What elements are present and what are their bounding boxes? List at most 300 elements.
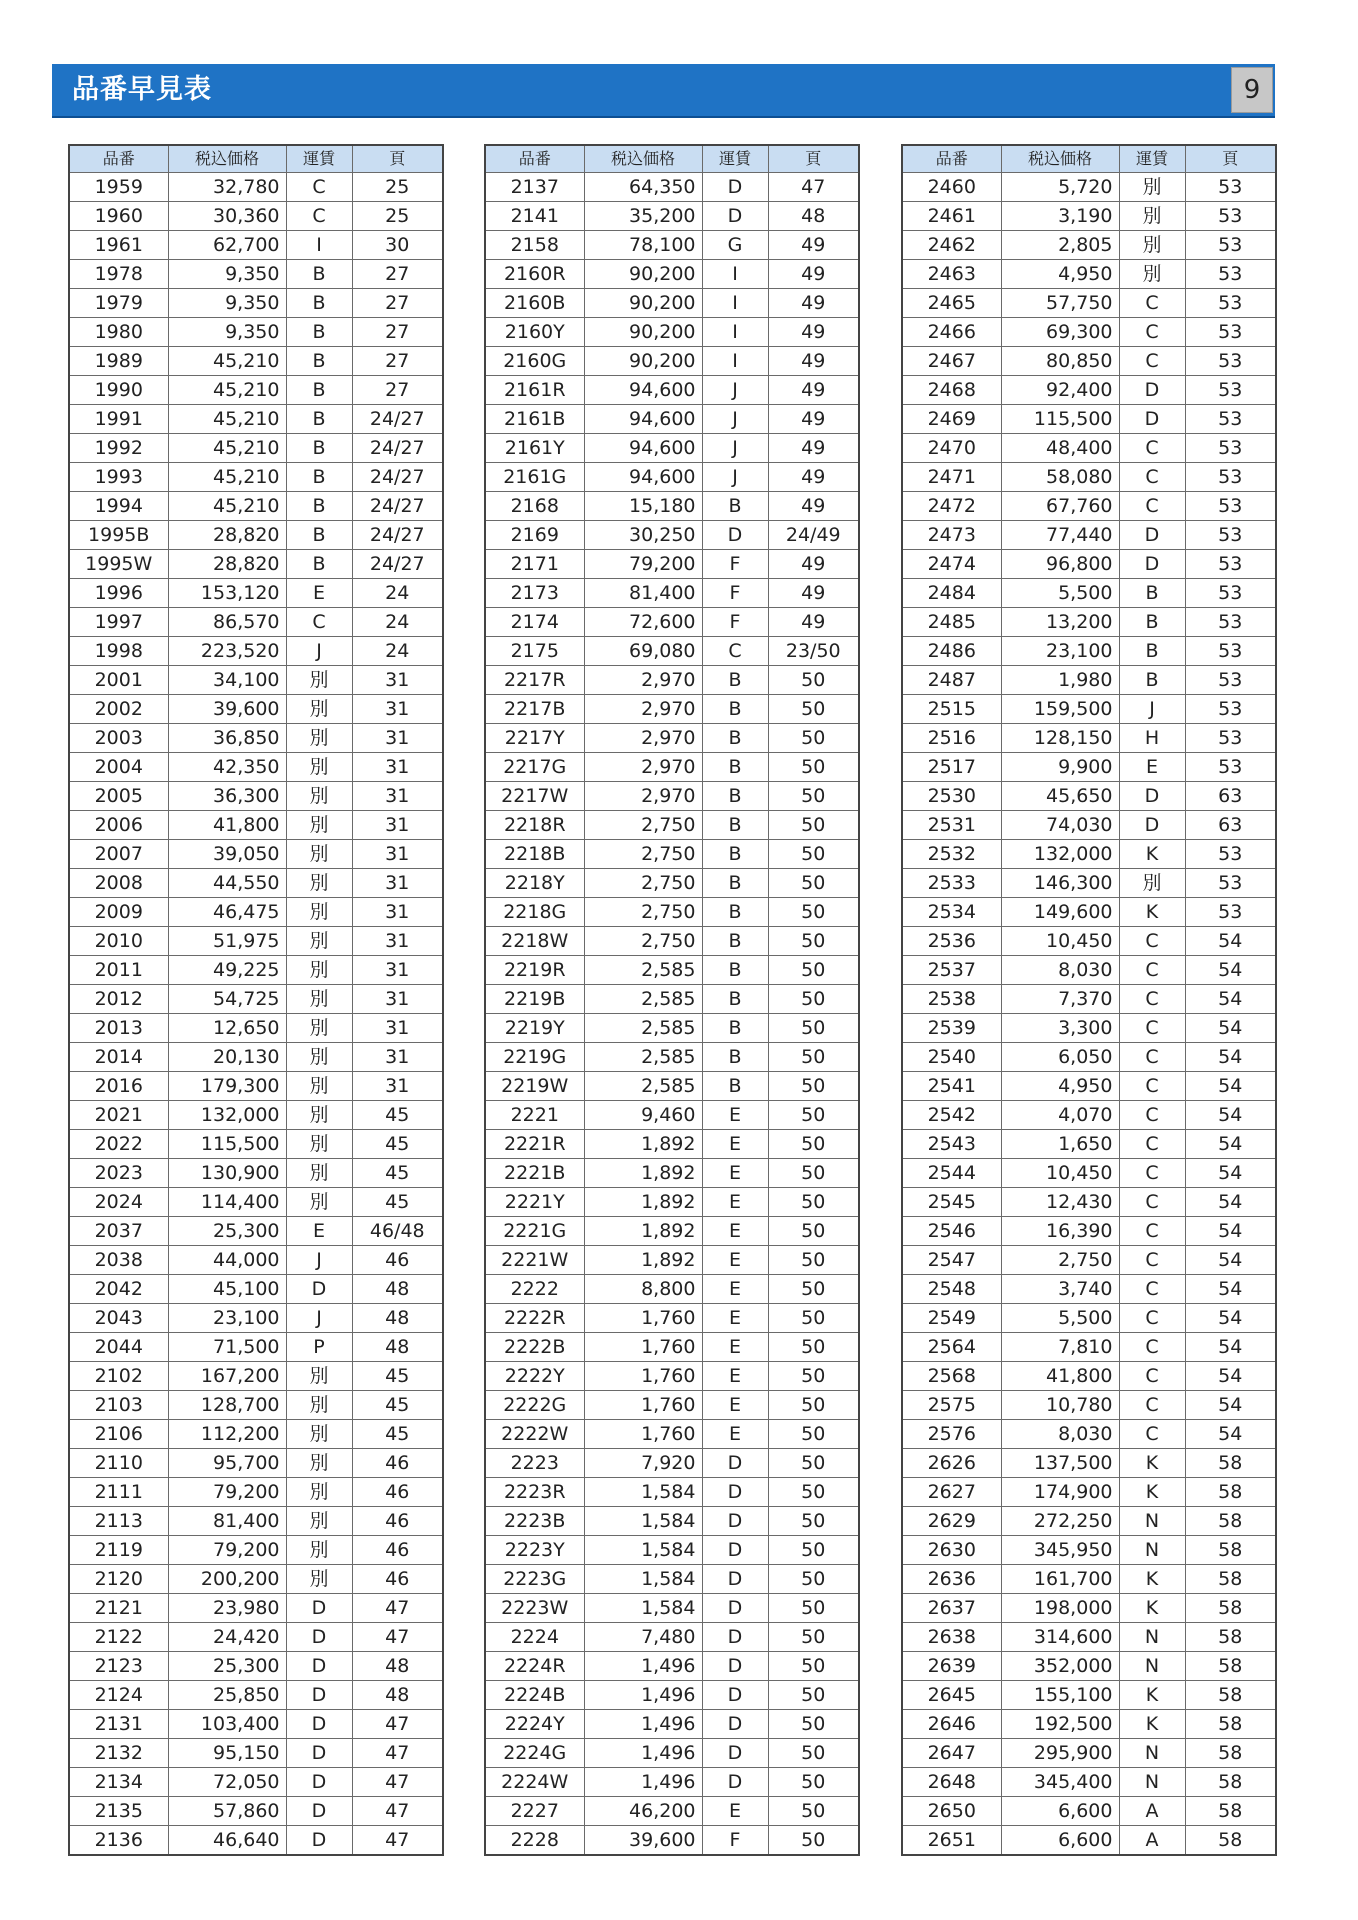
page-cell: 58: [1185, 1594, 1276, 1623]
table-row: [69, 1507, 443, 1536]
item-number-cell: 2227: [485, 1797, 584, 1826]
item-number-cell: 2467: [902, 347, 1001, 376]
price-cell: 45,100: [168, 1275, 286, 1304]
table-row: [485, 463, 859, 492]
freight-cell: 別: [286, 1565, 352, 1594]
price-cell: 81,400: [584, 579, 702, 608]
item-number-cell: 2564: [902, 1333, 1001, 1362]
item-number-cell: 2219Y: [485, 1014, 584, 1043]
page-cell: 30: [352, 231, 443, 260]
page-cell: 45: [352, 1391, 443, 1420]
freight-cell: K: [1119, 1594, 1185, 1623]
item-number-cell: 2219G: [485, 1043, 584, 1072]
page-cell: 53: [1185, 347, 1276, 376]
table-row: [485, 1159, 859, 1188]
price-cell: 46,475: [168, 898, 286, 927]
price-cell: 2,970: [584, 724, 702, 753]
page-cell: 50: [768, 1391, 859, 1420]
freight-cell: E: [702, 1362, 768, 1391]
page-cell: 48: [768, 202, 859, 231]
freight-cell: D: [702, 1478, 768, 1507]
item-number-cell: 2486: [902, 637, 1001, 666]
price-cell: 69,300: [1001, 318, 1119, 347]
price-cell: 81,400: [168, 1507, 286, 1536]
price-cell: 79,200: [168, 1478, 286, 1507]
price-cell: 2,750: [584, 927, 702, 956]
page-cell: 53: [1185, 579, 1276, 608]
price-table: [68, 144, 444, 1856]
page-cell: 49: [768, 376, 859, 405]
item-number-cell: 2468: [902, 376, 1001, 405]
item-number-cell: 2007: [69, 840, 168, 869]
table-row: [485, 724, 859, 753]
freight-cell: D: [702, 1623, 768, 1652]
page-cell: 47: [352, 1768, 443, 1797]
price-cell: 161,700: [1001, 1565, 1119, 1594]
price-cell: 345,950: [1001, 1536, 1119, 1565]
price-cell: 20,130: [168, 1043, 286, 1072]
item-number-cell: 2576: [902, 1420, 1001, 1449]
page-cell: 50: [768, 1188, 859, 1217]
table-row: [485, 1797, 859, 1826]
price-table-block-1: [68, 144, 442, 1856]
table-row: [69, 1536, 443, 1565]
price-cell: 44,550: [168, 869, 286, 898]
item-number-cell: 2224Y: [485, 1710, 584, 1739]
table-row: [902, 869, 1276, 898]
page-cell: 31: [352, 869, 443, 898]
table-row: [902, 1565, 1276, 1594]
freight-cell: 別: [286, 898, 352, 927]
table-row: [902, 347, 1276, 376]
item-number-cell: 2124: [69, 1681, 168, 1710]
price-cell: 79,200: [168, 1536, 286, 1565]
price-cell: 41,800: [1001, 1362, 1119, 1391]
page-cell: 50: [768, 1565, 859, 1594]
table-row: [902, 1652, 1276, 1681]
page-cell: 46: [352, 1507, 443, 1536]
freight-cell: D: [1119, 782, 1185, 811]
price-cell: 1,584: [584, 1507, 702, 1536]
item-number-cell: 2160B: [485, 289, 584, 318]
price-cell: 45,210: [168, 463, 286, 492]
item-number-cell: 2645: [902, 1681, 1001, 1710]
page-cell: 50: [768, 1507, 859, 1536]
freight-cell: 別: [1119, 173, 1185, 202]
price-cell: 8,030: [1001, 956, 1119, 985]
item-number-cell: 2160Y: [485, 318, 584, 347]
item-number-cell: 2647: [902, 1739, 1001, 1768]
table-row: [902, 1420, 1276, 1449]
freight-cell: B: [286, 260, 352, 289]
price-cell: 1,496: [584, 1768, 702, 1797]
item-number-cell: 2532: [902, 840, 1001, 869]
freight-cell: D: [286, 1710, 352, 1739]
table-row: [485, 434, 859, 463]
freight-cell: D: [286, 1739, 352, 1768]
item-number-cell: 1980: [69, 318, 168, 347]
table-row: [485, 1478, 859, 1507]
page-cell: 45: [352, 1188, 443, 1217]
price-cell: 57,750: [1001, 289, 1119, 318]
header-item-number: 品番: [69, 145, 168, 173]
price-cell: 96,800: [1001, 550, 1119, 579]
page-cell: 25: [352, 202, 443, 231]
item-number-cell: 2005: [69, 782, 168, 811]
freight-cell: D: [702, 1507, 768, 1536]
price-cell: 132,000: [1001, 840, 1119, 869]
price-cell: 223,520: [168, 637, 286, 666]
header-freight: 運賃: [286, 145, 352, 173]
price-cell: 9,350: [168, 289, 286, 318]
item-number-cell: 2106: [69, 1420, 168, 1449]
freight-cell: 別: [1119, 202, 1185, 231]
table-row: [485, 550, 859, 579]
table-row: [902, 1739, 1276, 1768]
item-number-cell: 2219W: [485, 1072, 584, 1101]
item-number-cell: 2627: [902, 1478, 1001, 1507]
page-cell: 53: [1185, 666, 1276, 695]
page-cell: 24: [352, 637, 443, 666]
item-number-cell: 2517: [902, 753, 1001, 782]
price-cell: 2,750: [584, 869, 702, 898]
price-cell: 45,210: [168, 492, 286, 521]
freight-cell: B: [702, 724, 768, 753]
table-row: [485, 405, 859, 434]
item-number-cell: 1994: [69, 492, 168, 521]
item-number-cell: 2472: [902, 492, 1001, 521]
table-row: [69, 1652, 443, 1681]
freight-cell: 別: [286, 985, 352, 1014]
price-cell: 1,650: [1001, 1130, 1119, 1159]
item-number-cell: 2038: [69, 1246, 168, 1275]
price-cell: 9,350: [168, 260, 286, 289]
price-cell: 62,700: [168, 231, 286, 260]
table-header-row: [485, 145, 859, 173]
price-cell: 146,300: [1001, 869, 1119, 898]
item-number-cell: 2113: [69, 1507, 168, 1536]
table-row: [69, 434, 443, 463]
freight-cell: D: [286, 1768, 352, 1797]
price-cell: 10,450: [1001, 1159, 1119, 1188]
price-cell: 15,180: [584, 492, 702, 521]
table-row: [69, 1594, 443, 1623]
price-cell: 345,400: [1001, 1768, 1119, 1797]
price-cell: 64,350: [584, 173, 702, 202]
item-number-cell: 2021: [69, 1101, 168, 1130]
freight-cell: B: [286, 434, 352, 463]
freight-cell: J: [286, 1246, 352, 1275]
page-cell: 31: [352, 695, 443, 724]
price-cell: 24,420: [168, 1623, 286, 1652]
page-cell: 54: [1185, 1391, 1276, 1420]
item-number-cell: 2043: [69, 1304, 168, 1333]
price-cell: 45,210: [168, 376, 286, 405]
table-row: [69, 1275, 443, 1304]
page-cell: 46/48: [352, 1217, 443, 1246]
price-cell: 10,780: [1001, 1391, 1119, 1420]
price-cell: 1,584: [584, 1565, 702, 1594]
freight-cell: E: [702, 1246, 768, 1275]
item-number-cell: 1997: [69, 608, 168, 637]
table-row: [69, 1623, 443, 1652]
page-cell: 45: [352, 1420, 443, 1449]
page-cell: 27: [352, 289, 443, 318]
table-row: [485, 753, 859, 782]
price-cell: 1,892: [584, 1159, 702, 1188]
price-cell: 72,600: [584, 608, 702, 637]
price-cell: 272,250: [1001, 1507, 1119, 1536]
page-cell: 24/27: [352, 492, 443, 521]
page-cell: 46: [352, 1536, 443, 1565]
item-number-cell: 2016: [69, 1072, 168, 1101]
item-number-cell: 2222R: [485, 1304, 584, 1333]
page-cell: 23/50: [768, 637, 859, 666]
page-cell: 54: [1185, 1072, 1276, 1101]
table-row: [69, 1246, 443, 1275]
page-cell: 50: [768, 1536, 859, 1565]
table-row: [902, 434, 1276, 463]
price-cell: 95,150: [168, 1739, 286, 1768]
table-row: [902, 1710, 1276, 1739]
item-number-cell: 2650: [902, 1797, 1001, 1826]
item-number-cell: 2224B: [485, 1681, 584, 1710]
freight-cell: C: [1119, 1101, 1185, 1130]
price-cell: 2,750: [584, 898, 702, 927]
table-row: [902, 550, 1276, 579]
item-number-cell: 2222Y: [485, 1362, 584, 1391]
page-cell: 54: [1185, 1130, 1276, 1159]
page-cell: 31: [352, 1072, 443, 1101]
price-cell: 1,496: [584, 1710, 702, 1739]
price-cell: 44,000: [168, 1246, 286, 1275]
price-cell: 71,500: [168, 1333, 286, 1362]
price-cell: 1,496: [584, 1652, 702, 1681]
item-number-cell: 2222B: [485, 1333, 584, 1362]
item-number-cell: 2538: [902, 985, 1001, 1014]
freight-cell: C: [1119, 1188, 1185, 1217]
price-cell: 4,950: [1001, 1072, 1119, 1101]
table-row: [69, 347, 443, 376]
page-cell: 50: [768, 1594, 859, 1623]
item-number-cell: 2221R: [485, 1130, 584, 1159]
table-row: [485, 1449, 859, 1478]
price-cell: 90,200: [584, 260, 702, 289]
price-cell: 112,200: [168, 1420, 286, 1449]
price-cell: 1,760: [584, 1420, 702, 1449]
item-number-cell: 2024: [69, 1188, 168, 1217]
price-cell: 80,850: [1001, 347, 1119, 376]
freight-cell: E: [702, 1217, 768, 1246]
item-number-cell: 2638: [902, 1623, 1001, 1652]
page-cell: 54: [1185, 1188, 1276, 1217]
table-row: [485, 579, 859, 608]
page-cell: 45: [352, 1130, 443, 1159]
item-number-cell: 1993: [69, 463, 168, 492]
price-cell: 198,000: [1001, 1594, 1119, 1623]
page-cell: 50: [768, 1130, 859, 1159]
page-cell: 50: [768, 782, 859, 811]
price-cell: 94,600: [584, 463, 702, 492]
table-row: [69, 1420, 443, 1449]
table-row: [902, 1014, 1276, 1043]
price-cell: 42,350: [168, 753, 286, 782]
page-cell: 46: [352, 1478, 443, 1507]
price-cell: 25,300: [168, 1652, 286, 1681]
price-cell: 36,850: [168, 724, 286, 753]
table-row: [902, 811, 1276, 840]
table-row: [485, 1623, 859, 1652]
table-row: [902, 579, 1276, 608]
table-row: [485, 1014, 859, 1043]
table-row: [485, 492, 859, 521]
price-cell: 54,725: [168, 985, 286, 1014]
price-cell: 8,030: [1001, 1420, 1119, 1449]
price-cell: 16,390: [1001, 1217, 1119, 1246]
price-cell: 1,496: [584, 1739, 702, 1768]
price-cell: 13,200: [1001, 608, 1119, 637]
item-number-cell: 2219R: [485, 956, 584, 985]
page-cell: 53: [1185, 434, 1276, 463]
page-cell: 49: [768, 492, 859, 521]
freight-cell: D: [286, 1681, 352, 1710]
item-number-cell: 2221G: [485, 1217, 584, 1246]
table-row: [69, 1768, 443, 1797]
item-number-cell: 2219B: [485, 985, 584, 1014]
price-cell: 12,430: [1001, 1188, 1119, 1217]
item-number-cell: 2466: [902, 318, 1001, 347]
page-cell: 49: [768, 289, 859, 318]
freight-cell: B: [286, 463, 352, 492]
price-cell: 2,585: [584, 956, 702, 985]
price-cell: 7,810: [1001, 1333, 1119, 1362]
table-row: [902, 608, 1276, 637]
freight-cell: C: [1119, 1362, 1185, 1391]
page-cell: 31: [352, 927, 443, 956]
page-cell: 49: [768, 463, 859, 492]
page-cell: 54: [1185, 1014, 1276, 1043]
table-row: [902, 202, 1276, 231]
page-cell: 53: [1185, 260, 1276, 289]
freight-cell: B: [1119, 637, 1185, 666]
table-row: [485, 869, 859, 898]
freight-cell: C: [286, 202, 352, 231]
table-row: [69, 1826, 443, 1856]
price-cell: 8,800: [584, 1275, 702, 1304]
item-number-cell: 2161Y: [485, 434, 584, 463]
price-cell: 1,892: [584, 1246, 702, 1275]
freight-cell: B: [286, 521, 352, 550]
price-cell: 1,584: [584, 1536, 702, 1565]
page-cell: 31: [352, 1014, 443, 1043]
page-cell: 58: [1185, 1449, 1276, 1478]
table-row: [69, 173, 443, 202]
page-cell: 50: [768, 985, 859, 1014]
freight-cell: I: [702, 347, 768, 376]
item-number-cell: 2111: [69, 1478, 168, 1507]
page-cell: 50: [768, 1797, 859, 1826]
freight-cell: N: [1119, 1768, 1185, 1797]
item-number-cell: 2516: [902, 724, 1001, 753]
item-number-cell: 2540: [902, 1043, 1001, 1072]
page-cell: 58: [1185, 1565, 1276, 1594]
item-number-cell: 2135: [69, 1797, 168, 1826]
item-number-cell: 2469: [902, 405, 1001, 434]
table-row: [69, 1333, 443, 1362]
item-number-cell: 2626: [902, 1449, 1001, 1478]
freight-cell: E: [1119, 753, 1185, 782]
table-row: [69, 492, 443, 521]
item-number-cell: 2534: [902, 898, 1001, 927]
freight-cell: B: [702, 666, 768, 695]
item-number-cell: 2629: [902, 1507, 1001, 1536]
price-cell: 174,900: [1001, 1478, 1119, 1507]
page-cell: 50: [768, 1362, 859, 1391]
page-cell: 48: [352, 1304, 443, 1333]
item-number-cell: 2103: [69, 1391, 168, 1420]
freight-cell: 別: [286, 1072, 352, 1101]
freight-cell: C: [1119, 1217, 1185, 1246]
table-row: [902, 1449, 1276, 1478]
freight-cell: B: [1119, 666, 1185, 695]
header-item-number: 品番: [485, 145, 584, 173]
price-cell: 39,600: [584, 1826, 702, 1856]
freight-cell: E: [702, 1391, 768, 1420]
price-cell: 36,300: [168, 782, 286, 811]
freight-cell: D: [1119, 376, 1185, 405]
page-cell: 50: [768, 724, 859, 753]
table-header-row: [902, 145, 1276, 173]
table-row: [485, 985, 859, 1014]
price-cell: 1,980: [1001, 666, 1119, 695]
table-row: [902, 1826, 1276, 1856]
freight-cell: N: [1119, 1536, 1185, 1565]
page-cell: 50: [768, 753, 859, 782]
freight-cell: J: [702, 405, 768, 434]
page-cell: 50: [768, 1014, 859, 1043]
page-cell: 31: [352, 782, 443, 811]
table-row: [485, 1130, 859, 1159]
page-cell: 53: [1185, 608, 1276, 637]
item-number-cell: 2221: [485, 1101, 584, 1130]
table-row: [69, 695, 443, 724]
item-number-cell: 2119: [69, 1536, 168, 1565]
page-cell: 27: [352, 376, 443, 405]
freight-cell: C: [1119, 1043, 1185, 1072]
price-cell: 94,600: [584, 405, 702, 434]
page-cell: 54: [1185, 1304, 1276, 1333]
freight-cell: C: [1119, 985, 1185, 1014]
table-row: [902, 376, 1276, 405]
page-cell: 54: [1185, 1420, 1276, 1449]
item-number-cell: 2160R: [485, 260, 584, 289]
page-cell: 50: [768, 1246, 859, 1275]
freight-cell: 別: [1119, 869, 1185, 898]
header-price: 税込価格: [584, 145, 702, 173]
freight-cell: C: [1119, 347, 1185, 376]
item-number-cell: 2223R: [485, 1478, 584, 1507]
price-cell: 137,500: [1001, 1449, 1119, 1478]
page-cell: 49: [768, 434, 859, 463]
table-row: [485, 1565, 859, 1594]
page-cell: 50: [768, 869, 859, 898]
freight-cell: I: [702, 260, 768, 289]
freight-cell: J: [286, 637, 352, 666]
item-number-cell: 2161B: [485, 405, 584, 434]
item-number-cell: 2217R: [485, 666, 584, 695]
freight-cell: N: [1119, 1623, 1185, 1652]
page-cell: 31: [352, 956, 443, 985]
